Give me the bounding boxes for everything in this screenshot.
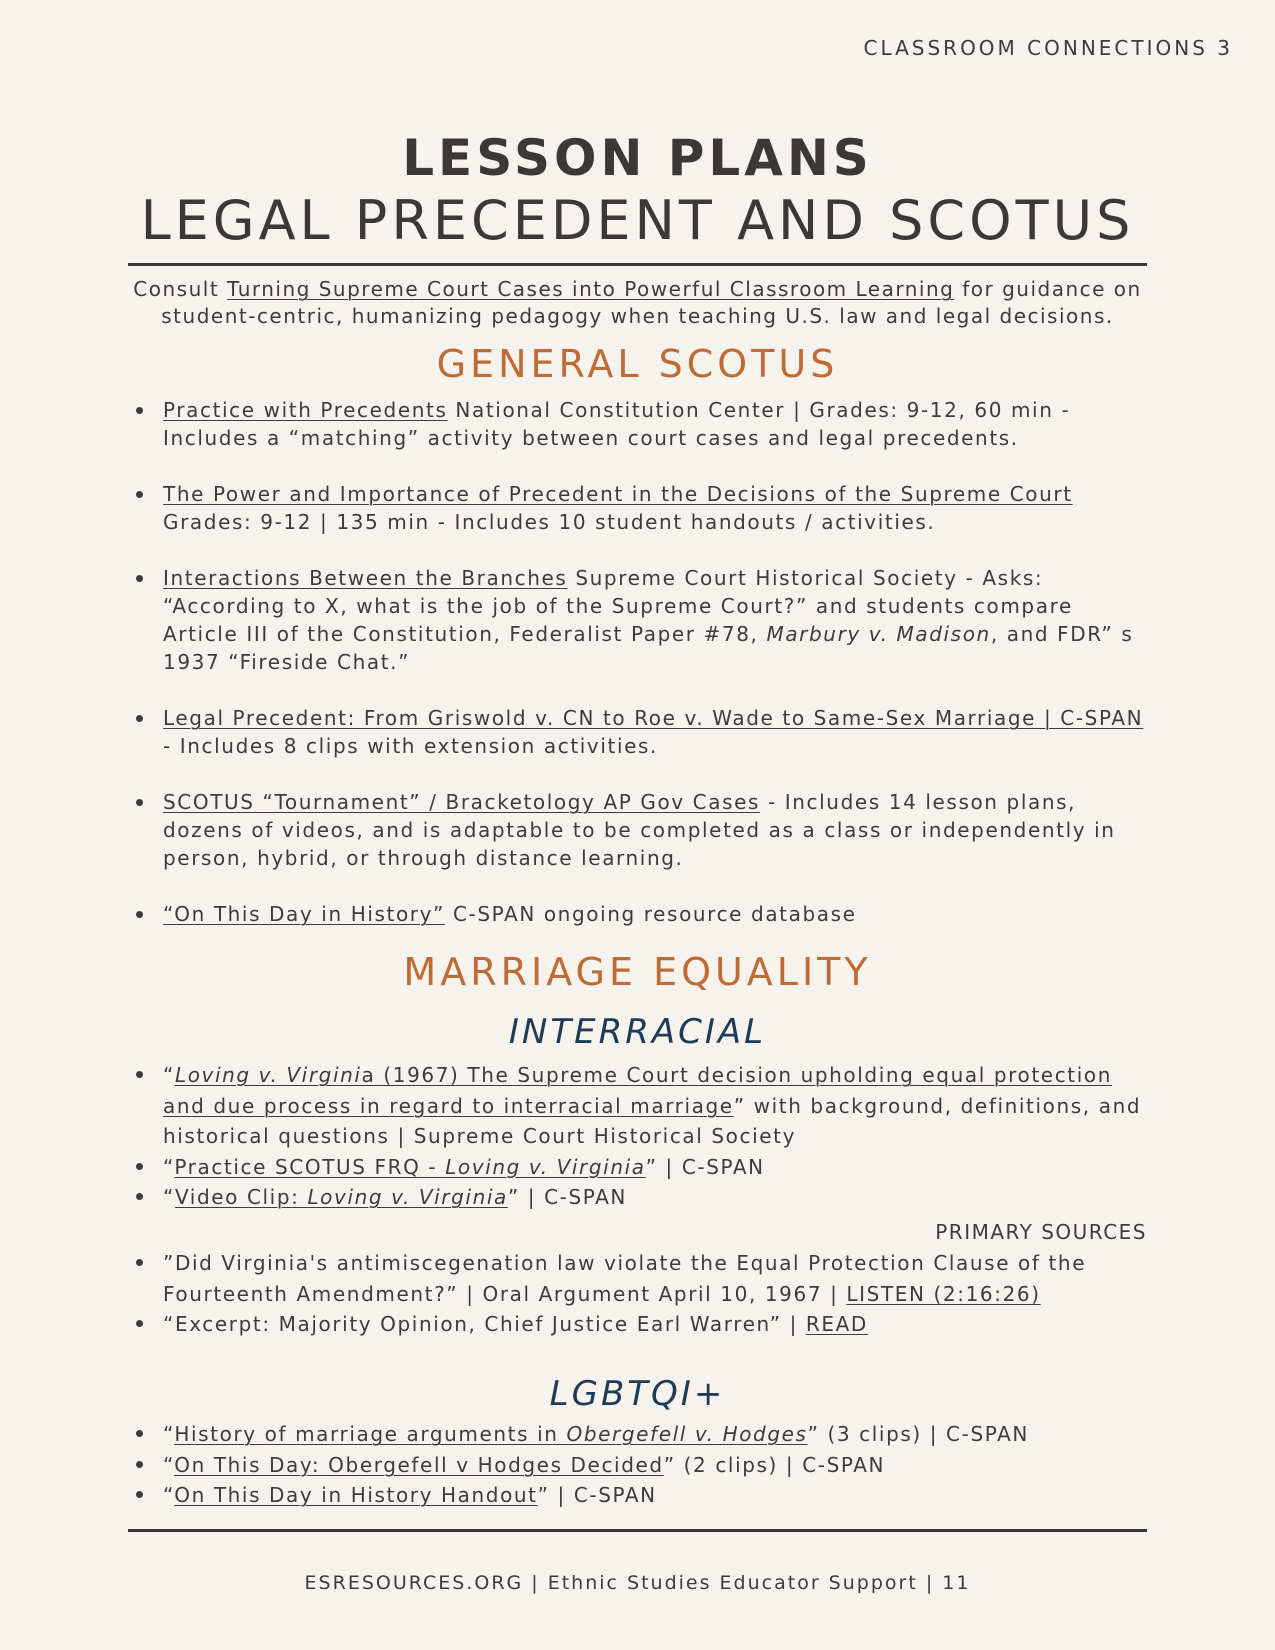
resource-link[interactable]: The Power and Importance of Precedent in the Decisions of the Supreme Court — [163, 482, 1073, 506]
link-text: a (1967) The Supreme Court decision upholding equal protection and due process in regard to interracial marriage — [163, 1063, 1113, 1118]
list-item — [133, 1248, 1153, 1309]
title-divider — [128, 263, 1147, 266]
quote-mark: “ — [163, 1452, 175, 1477]
item-text: C-SPAN ongoing resource database — [445, 902, 857, 926]
list-item — [133, 1182, 1153, 1213]
item-text: ” (2 clips) | C-SPAN — [663, 1452, 886, 1477]
intro-paragraph — [128, 276, 1147, 330]
item-text: ” | C-SPAN — [537, 1483, 657, 1507]
item-text: ” (3 clips) | C-SPAN — [807, 1422, 1029, 1446]
case-name: Loving v. Virgini — [174, 1063, 362, 1087]
list-item — [133, 1152, 1153, 1183]
listen-link[interactable]: LISTEN (2:16:26) — [846, 1281, 1041, 1306]
page-title: LESSON PLANS — [402, 129, 873, 187]
item-text: , and FDR” s 1937 “Fireside Chat.” — [163, 622, 1134, 674]
item-text: Grades: 9-12 | 135 min - Includes 10 student handouts / activities. — [163, 510, 936, 534]
footer-divider — [128, 1529, 1147, 1532]
list-item — [133, 396, 1153, 452]
quote-mark: “ — [163, 1185, 175, 1209]
link-text: Video Clip: — [174, 1185, 308, 1209]
read-link[interactable]: READ — [805, 1312, 868, 1336]
item-text: ”Did Virginia's antimiscegenation law violate the Equal Protection Clause of the Fourteenth Amendment?” | Oral Argument April 10, 1967 | — [163, 1251, 1087, 1306]
list-item — [133, 1480, 1153, 1511]
running-header: CLASSROOM CONNECTIONS 3 — [863, 36, 1233, 60]
page-subtitle: LEGAL PRECEDENT AND SCOTUS — [140, 189, 1135, 252]
marriage-equality-heading: MARRIAGE EQUALITY — [403, 950, 872, 994]
quote-mark: “ — [163, 1483, 175, 1507]
quote-mark: “ — [163, 1154, 175, 1179]
item-text: ” with background, definitions, and historical questions | Supreme Court Historical Society — [163, 1093, 1142, 1148]
resource-link[interactable]: Legal Precedent: From Griswold v. CN to Roe v. Wade to Same-Sex Marriage | C-SPAN — [163, 706, 1144, 730]
primary-sources-label: PRIMARY SOURCES — [935, 1220, 1147, 1244]
resource-link[interactable]: On This Day in History Handout — [174, 1483, 538, 1507]
quote-mark: “ — [163, 1063, 175, 1087]
list-item — [133, 564, 1153, 676]
primary-sources-list — [133, 1248, 1153, 1340]
intro-text-pre: Consult — [133, 277, 228, 301]
lgbtqi-heading: LGBTQI+ — [549, 1374, 726, 1414]
page-footer: ESRESOURCES.ORG | Ethnic Studies Educator Support | 11 — [304, 1572, 971, 1594]
list-item — [133, 704, 1153, 760]
resource-link[interactable]: Interactions Between the Branches — [163, 566, 568, 590]
intro-text-post: for guidance on student-centric, humanizing pedagogy when teaching U.S. law and legal decisions. — [161, 277, 1142, 328]
link-text: Practice SCOTUS FRQ - — [174, 1154, 446, 1179]
item-text: National Constitution Center | Grades: 9-12, 60 min - Includes a “matching” activity between court cases and legal precedents. — [163, 398, 1071, 450]
resource-link[interactable] — [175, 1185, 508, 1209]
item-text: - Includes 8 clips with extension activities. — [163, 734, 658, 758]
resource-link[interactable] — [174, 1155, 645, 1179]
interracial-heading: INTERRACIAL — [508, 1012, 767, 1052]
list-item — [133, 1060, 1153, 1152]
general-scotus-heading: GENERAL SCOTUS — [436, 342, 839, 386]
case-name: Loving v. Virginia — [307, 1185, 508, 1209]
list-item — [133, 1419, 1153, 1450]
intro-link[interactable]: Turning Supreme Court Cases into Powerful Classroom Learning — [227, 277, 955, 301]
resource-link[interactable]: “On This Day in History” — [163, 902, 446, 926]
item-text: ” | C-SPAN — [507, 1185, 627, 1209]
resource-link[interactable]: On This Day: Obergefell v Hodges Decided — [174, 1452, 664, 1477]
resource-link[interactable] — [174, 1422, 807, 1446]
resource-link[interactable]: SCOTUS “Tournament” / Bracketology AP Gov Cases — [163, 790, 761, 814]
list-item — [133, 1450, 1153, 1481]
item-text: “Excerpt: Majority Opinion, Chief Justice Earl Warren” | — [163, 1312, 806, 1336]
general-scotus-list — [133, 396, 1153, 956]
list-item — [133, 1309, 1153, 1340]
list-item — [133, 788, 1153, 872]
resource-link[interactable]: Practice with Precedents — [163, 398, 448, 422]
interracial-list — [133, 1060, 1153, 1213]
item-text: ” | C-SPAN — [645, 1154, 765, 1179]
case-name: Obergefell v. Hodges — [566, 1422, 808, 1446]
link-text: History of marriage arguments in — [174, 1422, 567, 1446]
quote-mark: “ — [163, 1422, 175, 1446]
list-item — [133, 900, 1153, 928]
case-name: Marbury v. Madison — [766, 622, 991, 646]
lgbtqi-list — [133, 1419, 1153, 1511]
list-item — [133, 480, 1153, 536]
case-name: Loving v. Virginia — [445, 1154, 646, 1179]
item-text: - Includes 14 lesson plans, dozens of videos, and is adaptable to be completed as a class or independently in person, hybrid, or through distance learning. — [163, 790, 1116, 870]
title-block — [128, 128, 1147, 254]
item-text: Supreme Court Historical Society - Asks: “According to X, what is the job of the Supreme Court?” and students compare Article III of the Constitution, Federalist Paper #78, — [163, 566, 1073, 646]
